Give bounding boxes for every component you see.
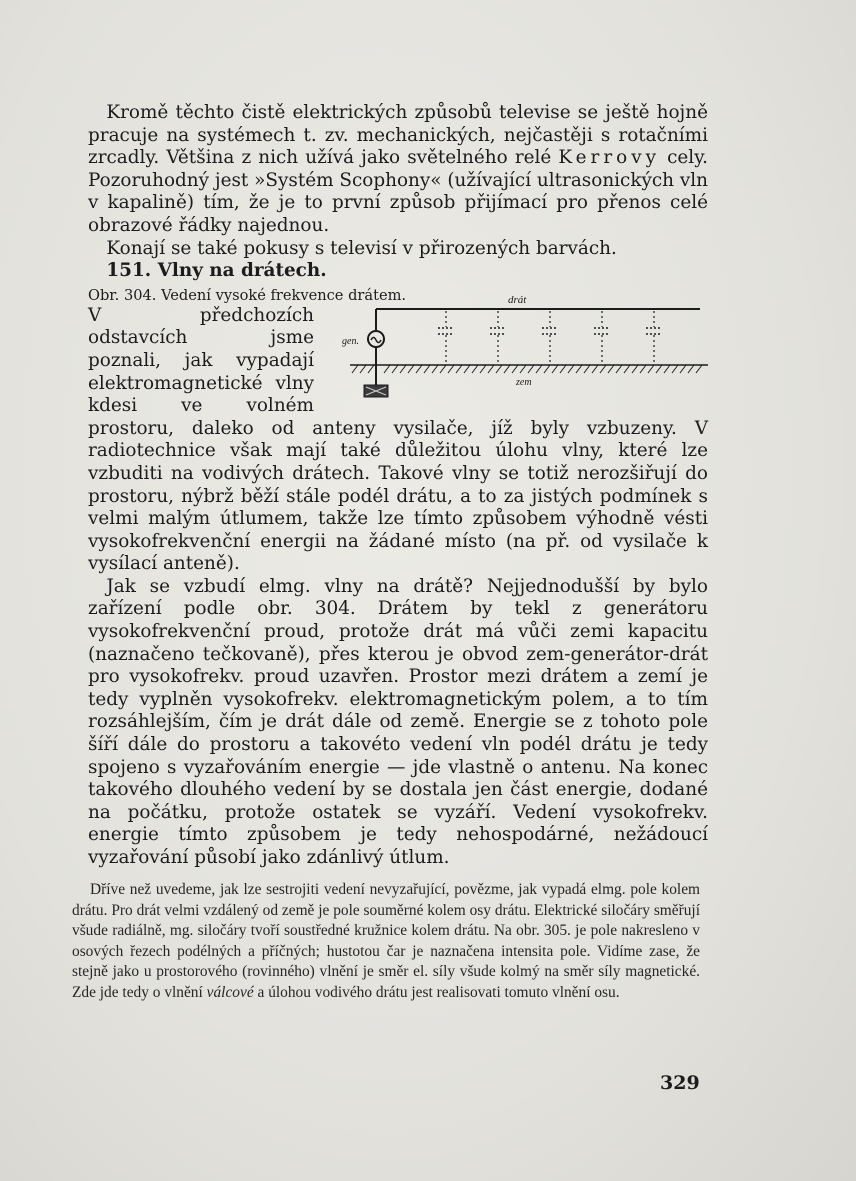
wire-label: drát: [508, 293, 527, 306]
paragraph-1: Kromě těchto čistě elektrických způsobů televise se ještě hojně pracuje na systémech t. zv. mechanických, nejčastěji s rotačními zrcadly. Většina z nich užívá jako světelného relé Kerrovy cely. Pozoruhodný jest »Systém Scophony« (užívající ultrasonických vln v kapalině) tím, že je to první způsob přijímací pro přenos celé obrazové řádky najednou.: [88, 102, 708, 236]
kerr-name: Kerrovy: [558, 147, 660, 169]
paragraph-4: Jak se vzbudí elmg. vlny na drátě? Nejjednodušší by bylo zařízení podle obr. 304. Drátem by tekl z generátoru vysokofrekvenční proud, protože drát má vůči zemi kapacitu (naznačeno tečkovaně), přes kterou je obvod zem-generátor-drát pro vysokofrekv. proud uzavřen. Prostor mezi drátem a zemí je tedy vyplněn vysokofrekv. elektromagnetickým polem, a to tím rozsáhlejším, čím je drát dále od země. Energie se z tohoto pole šíří dále do prostoru a takovéto vedení vln podél drátu je tedy spojeno s vyzařováním energie — jde vlastně o antenu. Na konec takového dlouhého vedení by se dostala jen část energie, dodané na počátku, protože ostatek se vyzáří. Vedení vysokofrekv. energie tímto způsobem je tedy nehospodárné, nežádoucí vyzařování působí jako zdánlivý útlum.: [88, 575, 708, 868]
page-number: 329: [660, 1072, 700, 1094]
figure-caption: Obr. 304. Vedení vysoké frekvence drátem.: [88, 286, 407, 304]
small-print-paragraph: Dříve než uvedeme, jak lze sestrojiti vedení nevyzařující, povězme, jak vypadá elmg. pole kolem drátu. Pro drát velmi vzdálený od země je pole souměrné kolem osy drátu. Elektrické siločáry směřují všude radiálně, mg. siločáry tvoří soustředné kružnice kolem drátu. Na obr. 305. je pole nakresleno v osových řezech podélných a příčných; hustotou čar je naznačena intensita pole. Vidíme zase, že stejně jako u prostorového (rovinného) vlnění je směr el. síly všude kolmý na směr síly magnetické. Zde jde tedy o vlnění válcové a úlohou vodivého drátu jest realisovati tomuto vlnění osu.: [72, 881, 700, 1001]
paragraph-2: Konají se také pokusy s televisí v přirozených barvách.: [106, 237, 617, 259]
main-text: Kromě těchto čistě elektrických způsobů televise se ještě hojně pracuje na systémech t. zv. mechanických, nejčastěji s rotačními zrcadly. Většina z nich užívá jako světelného relé Kerrovy cely. Pozoruhodný jest »Systém Scophony« (užívající ultrasonických vln v kapalině) tím, že je to první způsob přijímací pro přenos celé obrazové řádky najednou. Konají se také pokusy s televisí v přirozených barvách. 151. Vlny na drátech. drát gen. zem Obr. 304. Vedení vysoké frekvence drátem. V předchozích odstavcích jsme poznali, jak vypadají elektromagnetické vlny kdesi ve volném prostoru, daleko od anteny vysilače, jíž byly vzbuzeny. V radiotechnice však mají také důležitou úlohu vlny, které lze vzbuditi na vodivých drátech. Takové vlny se totiž nerozšiřují do prostoru, nýbrž běží stále podél drátu, a to za jistých podmínek s velmi malým útlumem, takže lze tímto způsobem výhodně vésti vysokofrekvenční energii na žádané místo (na př. od vysilače k vysílací anteně). Jak se vzbudí elmg. vlny na drátě? Nejjednodušší by bylo zařízení podle obr. 304. Drátem by tekl z generátoru vysokofrekvenční proud, protože drát má vůči zemi kapacitu (naznačeno tečkovaně), přes kterou je obvod zem-generátor-drát pro vysokofrekv. proud uzavřen. Prostor mezi drátem a zemí je tedy vyplněn vysokofrekv. elektromagnetickým polem, a to tím rozsáhlejším, čím je drát dále od země. Energie se z tohoto pole šíří dále do prostoru a takovéto vedení vln podél drátu je tedy spojeno s vyzařováním energie — jde vlastně o antenu. Na konec takového dlouhého vedení by se dostala jen část energie, dodané na počátku, protože ostatek se vyzáří. Vedení vysokofrekv. energie tímto způsobem je tedy nehospodárné, nežádoucí vyzařování působí jako zdánlivý útlum.: [88, 102, 708, 870]
ground-hatching: [352, 365, 702, 373]
ground-label: zem: [516, 376, 532, 388]
emphasis-cylindrical: válcové: [206, 983, 254, 1001]
capacitor-plates: [438, 328, 662, 334]
dotted-capacitance: [446, 311, 654, 363]
section-heading: 151. Vlny na drátech.: [106, 260, 327, 282]
generator-label: gen.: [342, 335, 359, 347]
